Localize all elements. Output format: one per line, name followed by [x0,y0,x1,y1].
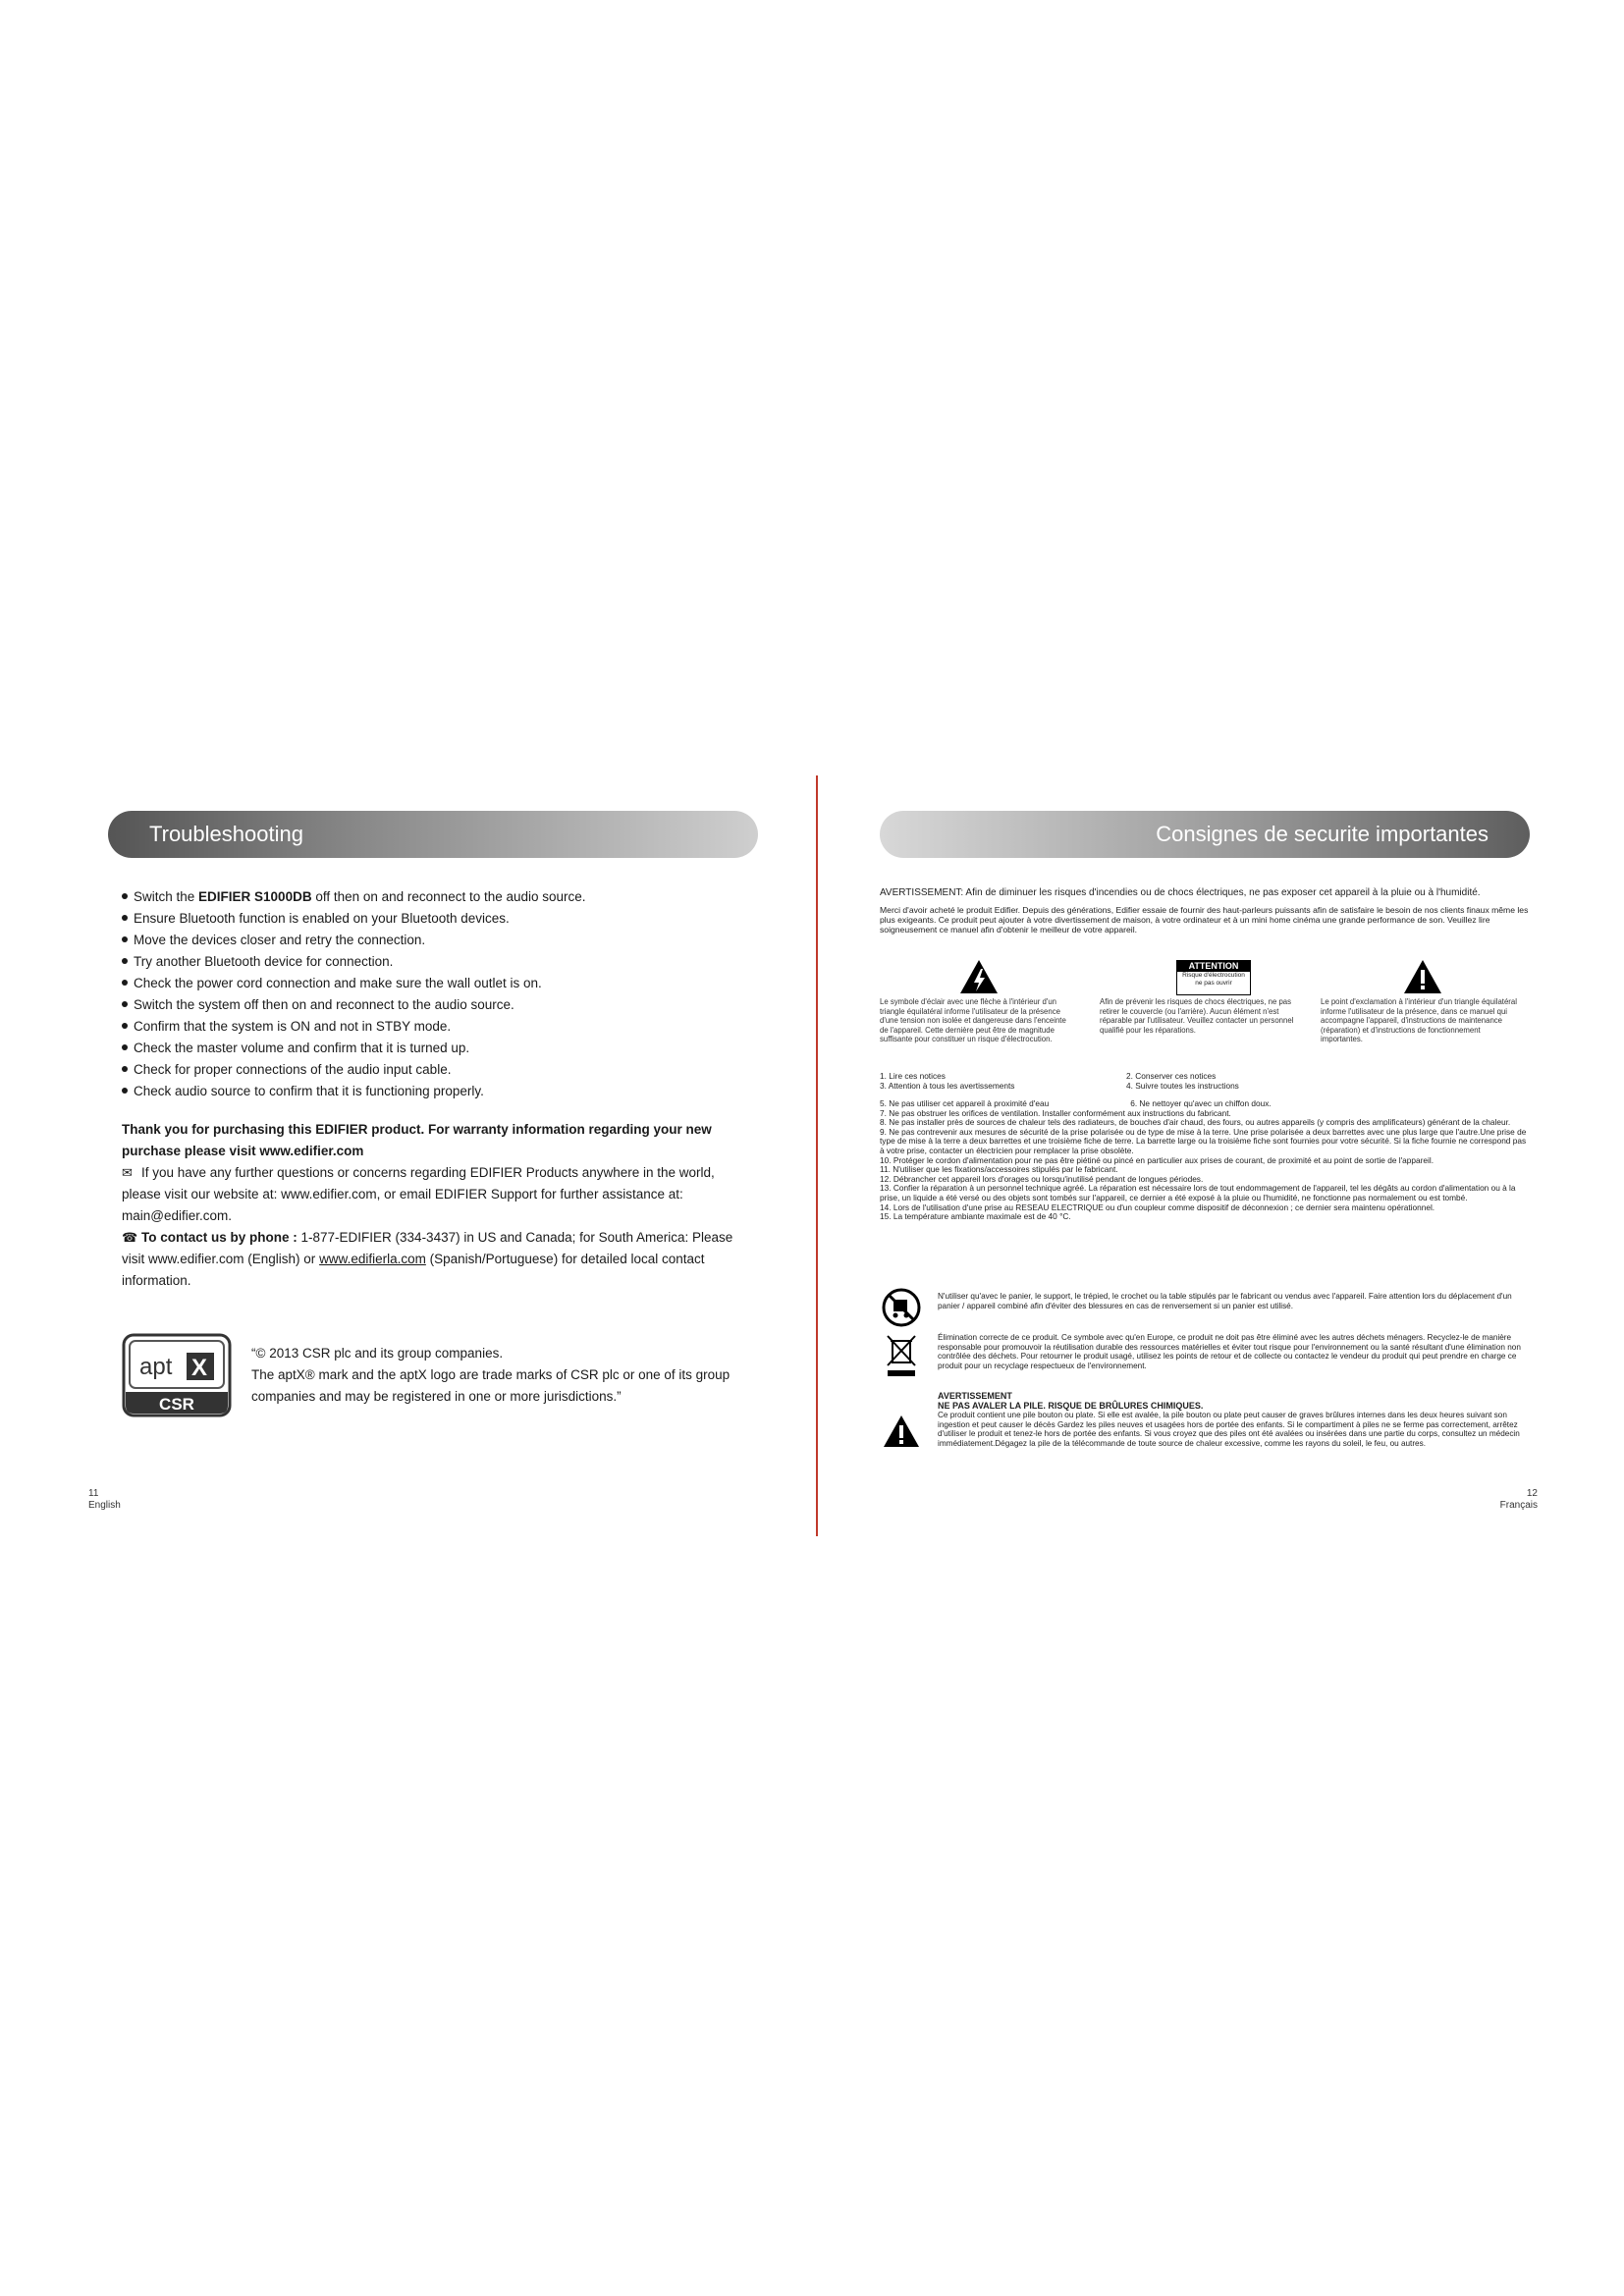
aptx-csr-logo [122,1333,232,1417]
list-item: Ensure Bluetooth function is enabled on your Bluetooth devices. [122,908,750,930]
edifierla-link[interactable]: www.edifierla.com [319,1252,426,1266]
bullet-icon [122,1088,128,1094]
warranty-notice: Thank you for purchasing this EDIFIER product. For warranty information regarding your new purchase please visit www.edifier.com [122,1122,712,1158]
list-item: Check the power cord connection and make sure the wall outlet is on. [122,973,750,994]
bullet-icon [122,980,128,986]
safety-rules-list: 5. Ne pas utiliser cet appareil à proximité d'eau 6. Ne nettoyer qu'avec un chiffon doux. 7. Ne pas obstruer les orifices de ventilation. Installer conformément aux instructions du fabricant. 8. Ne pas installer près de sources de chaleur tels des radiateurs, de bouches d'air chaud, des fours, ou autres appareils (y compris des amplificateurs) générant de la chaleur. 9. Ne pas contrevenir aux mesures de sécurité de la prise polarisée ou de type de mise à la terre. Une prise polarisée a deux barrettes avec une plus large que l'autre.Une prise de type de mise à la terre a deux barrettes et une troisième fiche de terre. La barrette large ou la troisième fiche sont fournies pour votre sécurité. Si la fiche fournie ne correspond pas à votre prise, contacter un électricien pour remplacer la prise obsolète. 10. Protéger le cordon d'alimentation pour ne pas être piétiné ou pincé en particulier aux prises de courant, de proximité et au point de sortie de l'appareil. 11. N'utiliser que les fixations/accessoires stipulés par le fabricant. 12. Débrancher cet appareil lors d'orages ou lorsqu'inutilisé pendant de longues périodes. 13. Confier la réparation à un personnel technique agréé. La réparation est nécessaire lors de tout endommagement de l'appareil, tel les dégâts au cordon d'alimentation ou à la prise, un liquide a été versé ou des objets sont tombés sur l'appareil, ce dernier a été exposé à la pluie ou l'humidité, ne fonctionne pas normalement ou est tombé. 14. Lors de l'utilisation d'une prise au RESEAU ELECTRIQUE ou d'un coupleur comme dispositif de déconnexion ; ce dernier sera maintenu opérationnel. 15. La température ambiante maximale est de 40 °C. [880,1098,1527,1222]
battery-warning-icon [882,1414,921,1449]
contact-info [122,1162,755,1292]
page-number-right: 12 Français [1499,1488,1538,1511]
lightning-symbol-text: Le symbole d'éclair avec une flèche à l'intérieur d'un triangle équilatéral informe l'utilisateur de la présence d'une tension non isolée et dangereuse dans l'enceinte de l'appareil. Cette dernière peut être de magnitude suffisante pour constituer un risque d'électrocution. [880,997,1066,1043]
page-number-left: 11 English [88,1488,121,1511]
bullet-icon [122,936,128,942]
bullet-icon [122,1001,128,1007]
page-divider [816,775,818,1536]
weee-bin-icon [884,1333,919,1378]
exclamation-symbol-text: Le point d'exclamation à l'intérieur d'un triangle équilatéral informe l'utilisateur de la présence, dans ce manuel qui accompagne l'appareil, d'instructions de maintenance (réparation) et d'instructions de fonctionnement importantes. [1321,997,1517,1043]
svg-text:X: X [191,1355,208,1381]
safety-banner: Consignes de securite importantes [880,811,1530,858]
rules-column-b: 2. Conserver ces notices 4. Suivre toutes les instructions [1126,1071,1239,1091]
list-item: Move the devices closer and retry the connection. [122,930,750,951]
exclamation-warning-icon [1402,958,1443,995]
cover-symbol-text: Afin de prévenir les risques de chocs électriques, ne pas retirer le couvercle (ou l'arrière). Aucun élément n'est réparable par l'utilisateur. Veuillez contacter un personnel qualifié pour les réparations. [1100,997,1294,1035]
list-item: Check for proper connections of the audio input cable. [122,1059,750,1081]
bullet-icon [122,1023,128,1029]
rules-column-a: 1. Lire ces notices 3. Attention à tous les avertissements [880,1071,1015,1091]
bullet-icon [122,915,128,921]
bullet-icon [122,1044,128,1050]
battery-notice: AVERTISSEMENT NE PAS AVALER LA PILE. RISQUE DE BRÛLURES CHIMIQUES. Ce produit contient une pile bouton ou plate. Si elle est avalée, la pile bouton ou plate peut causer de graves brûlures internes dans les deux heures suivant son ingestion et peut causer le décès Gardez les piles neuves et usagées hors de portée des enfants. Si le compartiment à piles ne se ferme pas correctement, arrêtez d'utiliser le produit et tenez-le hors de portée des enfants. Si vous croyez que des piles ont été avalées ou insérées dans une partie du corps, consultez un médecin immédiatement.Dégagez la pile de la télécommande de toute source de chaleur excessive, comme les rayons du soleil, le feu, ou autres. [938,1391,1520,1448]
list-item: Try another Bluetooth device for connection. [122,951,750,973]
list-item: Switch the EDIFIER S1000DB off then on and reconnect to the audio source. [122,886,750,908]
bullet-icon [122,893,128,899]
intro-paragraph: Merci d'avoir acheté le produit Edifier. Depuis des générations, Edifier essaie de fournir des haut-parleurs puissants afin de satisfaire le besoin de nos clients finaux même les plus exigeants. Ce produit peut ajouter à votre divertissement de maison, à votre ordinateur et à un mini home cinéma une grande performance de son. Veuillez lire soigneusement ce manuel afin d'obtenir le meilleur de votre appareil. [880,905,1529,934]
phone-paragraph: ☎ To contact us by phone : 1-877-EDIFIER (334-3437) in US and Canada; for South America: Please visit www.edifier.com (English) or www.edifierla.com (Spanish/Portuguese) for detailed local contact information. [122,1227,755,1292]
list-item: Confirm that the system is ON and not in STBY mode. [122,1016,750,1038]
list-item: Check the master volume and confirm that it is turned up. [122,1038,750,1059]
trademark-notice: “© 2013 CSR plc and its group companies. The aptX® mark and the aptX logo are trade marks of CSR plc or one of its group companies and may be registered in one or more jurisdictions.” [251,1346,731,1404]
attention-label: ATTENTION Risque d'électrocution ne pas ouvrir [1176,960,1251,995]
email-paragraph: ✉ If you have any further questions or concerns regarding EDIFIER Products anywhere in the world, please visit our website at: www.edifier.com, or email EDIFIER Support for further assistance at: main@edifier.com. [122,1162,755,1227]
svg-text:apt: apt [139,1354,173,1380]
phone-icon: ☎ [122,1230,138,1245]
svg-text:CSR: CSR [159,1395,194,1414]
troubleshooting-list [122,886,750,1102]
warning-line: AVERTISSEMENT: Afin de diminuer les risques d'incendies ou de chocs électriques, ne pas exposer cet appareil à la pluie ou à l'humidité. [880,887,1481,898]
bullet-icon [122,1066,128,1072]
troubleshooting-banner: Troubleshooting [108,811,758,858]
disposal-notice: Élimination correcte de ce produit. Ce symbole avec qu'en Europe, ce produit ne doit pas être éliminé avec les autres déchets ménagers. Recyclez-le de manière responsable pour promouvoir la réutilisation durable des ressources matérielles et éviter tout risque pour l'environnement ou la santé résultant d'une élimination non contrôlée des déchets. Pour retourner le produit usagé, utilisez les points de retour et de collecte ou contactez le vendeur du produit qui peut prendre en charge ce produit pour un recyclage respectueux de l'environnement. [938,1333,1521,1370]
cart-notice: N'utiliser qu'avec le panier, le support, le trépied, le crochet ou la table stipulés par le fabricant ou vendus avec l'appareil. Faire attention lors du déplacement d'un panier / appareil combiné afin d'éviter des blessures en cas de renversement si un panier est utilisé. [938,1292,1512,1310]
cart-tip-over-icon [882,1288,921,1327]
bullet-icon [122,958,128,964]
mail-icon: ✉ [122,1165,133,1180]
list-item: Switch the system off then on and reconnect to the audio source. [122,994,750,1016]
lightning-warning-icon [958,958,1000,995]
list-item: Check audio source to confirm that it is functioning properly. [122,1081,750,1102]
